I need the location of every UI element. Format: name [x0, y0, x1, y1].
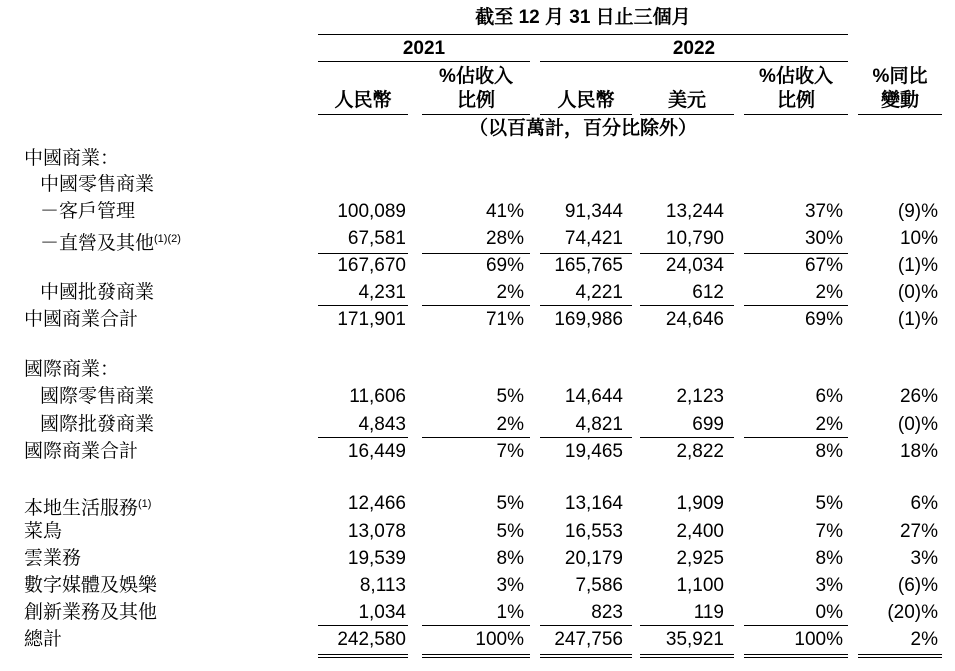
period-header: 截至 12 月 31 日止三個月 [475, 7, 691, 28]
subtotal-rule [744, 253, 848, 254]
rmb-2022-cell: 91,344 [564, 201, 623, 222]
units-note: （以百萬計，百分比除外） [468, 118, 697, 139]
col-rule [318, 114, 408, 115]
rmb-2022-cell: 14,644 [564, 386, 623, 407]
col-rule [422, 114, 530, 115]
col-rule [540, 114, 632, 115]
pct-2022-cell: 100% [794, 629, 843, 650]
yoy-cell: (1)% [897, 309, 938, 330]
yoy-cell: 6% [910, 493, 938, 514]
pct-2022-cell: 69% [804, 309, 843, 330]
total-double-rule [640, 654, 734, 658]
total-double-rule [858, 654, 942, 658]
col-yoy-l1: %同比 [872, 66, 928, 87]
usd-2022-cell: 2,400 [676, 521, 724, 542]
row-label: 總計 [24, 629, 63, 650]
row-label: －直營及其他$^{(1)(2)}$ [40, 233, 181, 254]
rmb-2022-cell: 247,756 [554, 629, 623, 650]
row-label: 創新業務及其他 [24, 602, 158, 623]
usd-2022-cell: 10,790 [665, 228, 724, 249]
header-rule [318, 34, 848, 35]
rmb-2022-cell: 4,221 [575, 282, 623, 303]
year-2021-header: 2021 [402, 38, 446, 59]
col-rule [858, 114, 942, 115]
footnote-ref: (1)(2) [154, 233, 181, 245]
rmb-2022-cell: 13,164 [564, 493, 623, 514]
pct-2022-cell: 37% [804, 201, 843, 222]
pct-2021-cell: 100% [475, 629, 524, 650]
total-rule [422, 625, 530, 626]
rmb-2021-cell: 12,466 [347, 493, 406, 514]
yoy-cell: (1)% [897, 255, 938, 276]
yoy-cell: (20)% [887, 602, 938, 623]
col-pct-2022-l1: %佔收入 [759, 66, 833, 87]
usd-2022-cell: 2,925 [676, 548, 724, 569]
pct-2021-cell: 7% [496, 441, 524, 462]
pct-2021-cell: 3% [496, 575, 524, 596]
rmb-2021-cell: 67,581 [347, 228, 406, 249]
subtotal-rule [640, 305, 734, 306]
rmb-2022-cell: 16,553 [564, 521, 623, 542]
pct-2021-cell: 8% [496, 548, 524, 569]
yoy-cell: (0)% [897, 414, 938, 435]
usd-2022-cell: 1,909 [676, 493, 724, 514]
total-rule [744, 625, 848, 626]
rmb-2022-cell: 823 [591, 602, 623, 623]
total-double-rule [422, 654, 530, 658]
col-yoy-l2: 變動 [880, 90, 919, 111]
row-label: 本地生活服務$^{(1)}$ [24, 498, 152, 519]
year-2021-rule [318, 61, 530, 62]
subtotal-rule [318, 305, 408, 306]
rmb-2022-cell: 4,821 [575, 414, 623, 435]
rmb-2021-cell: 16,449 [347, 441, 406, 462]
yoy-cell: 10% [899, 228, 938, 249]
rmb-2021-cell: 4,231 [358, 282, 406, 303]
usd-2022-cell: 24,646 [665, 309, 724, 330]
rmb-2021-cell: 19,539 [347, 548, 406, 569]
pct-2022-cell: 2% [815, 414, 843, 435]
subtotal-rule [540, 437, 632, 438]
usd-2022-cell: 35,921 [665, 629, 724, 650]
rmb-2021-cell: 8,113 [359, 575, 406, 596]
col-pct-2021-l2: 比例 [456, 90, 495, 111]
yoy-cell: 26% [899, 386, 938, 407]
total-double-rule [540, 654, 632, 658]
row-label: 國際商業合計 [24, 441, 139, 462]
yoy-cell: 3% [910, 548, 938, 569]
pct-2022-cell: 30% [804, 228, 843, 249]
rmb-2021-cell: 4,843 [358, 414, 406, 435]
year-2022-rule [540, 61, 848, 62]
col-rmb-2021: 人民幣 [334, 90, 392, 111]
subtotal-rule [640, 253, 734, 254]
rmb-2021-cell: 171,901 [337, 309, 406, 330]
row-label: 中國商業合計 [24, 309, 139, 330]
usd-2022-cell: 1,100 [676, 575, 724, 596]
row-label: 中國商業： [24, 148, 120, 169]
subtotal-rule [540, 305, 632, 306]
row-label: 中國批發商業 [40, 282, 155, 303]
usd-2022-cell: 699 [692, 414, 724, 435]
rmb-2022-cell: 19,465 [564, 441, 623, 462]
col-rule [744, 114, 848, 115]
row-label: 中國零售商業 [40, 174, 155, 195]
pct-2021-cell: 5% [496, 521, 524, 542]
usd-2022-cell: 2,822 [676, 441, 724, 462]
pct-2022-cell: 3% [815, 575, 843, 596]
footnote-ref: (1) [138, 498, 152, 510]
yoy-cell: 2% [910, 629, 938, 650]
rmb-2022-cell: 169,986 [554, 309, 623, 330]
subtotal-rule [318, 253, 408, 254]
pct-2021-cell: 41% [485, 201, 524, 222]
row-label: －客戶管理 [40, 201, 136, 222]
rmb-2021-cell: 100,089 [337, 201, 406, 222]
subtotal-rule [318, 437, 408, 438]
col-pct-2021-l1: %佔收入 [439, 66, 513, 87]
pct-2021-cell: 71% [485, 309, 524, 330]
rmb-2022-cell: 165,765 [554, 255, 623, 276]
rmb-2021-cell: 242,580 [337, 629, 406, 650]
col-rmb-2022: 人民幣 [557, 90, 615, 111]
rmb-2022-cell: 20,179 [564, 548, 623, 569]
pct-2022-cell: 8% [815, 441, 843, 462]
row-label: 國際批發商業 [40, 414, 155, 435]
pct-2021-cell: 2% [496, 414, 524, 435]
pct-2022-cell: 7% [815, 521, 843, 542]
yoy-cell: (9)% [897, 201, 938, 222]
subtotal-rule [422, 437, 530, 438]
total-rule [540, 625, 632, 626]
row-label: 菜鳥 [24, 521, 63, 542]
pct-2022-cell: 6% [815, 386, 843, 407]
col-rule [640, 114, 734, 115]
subtotal-rule [744, 305, 848, 306]
pct-2022-cell: 67% [804, 255, 843, 276]
subtotal-rule [640, 437, 734, 438]
total-rule [318, 625, 408, 626]
subtotal-rule [422, 305, 530, 306]
usd-2022-cell: 13,244 [665, 201, 724, 222]
pct-2022-cell: 2% [815, 282, 843, 303]
pct-2021-cell: 28% [485, 228, 524, 249]
rmb-2021-cell: 11,606 [349, 386, 406, 407]
pct-2021-cell: 5% [496, 386, 524, 407]
row-label: 國際零售商業 [40, 386, 155, 407]
usd-2022-cell: 2,123 [676, 386, 724, 407]
usd-2022-cell: 612 [692, 282, 724, 303]
pct-2022-cell: 5% [815, 493, 843, 514]
yoy-cell: (0)% [897, 282, 938, 303]
subtotal-rule [744, 437, 848, 438]
rmb-2022-cell: 74,421 [564, 228, 623, 249]
total-double-rule [318, 654, 408, 658]
yoy-cell: (6)% [897, 575, 938, 596]
row-label: 數字媒體及娛樂 [24, 575, 158, 596]
row-label: 國際商業： [24, 359, 120, 380]
pct-2021-cell: 1% [496, 602, 524, 623]
subtotal-rule [540, 253, 632, 254]
pct-2022-cell: 8% [815, 548, 843, 569]
yoy-cell: 27% [899, 521, 938, 542]
col-usd-2022: 美元 [667, 90, 706, 111]
rmb-2021-cell: 13,078 [347, 521, 406, 542]
total-rule [640, 625, 734, 626]
usd-2022-cell: 24,034 [665, 255, 724, 276]
row-label: 雲業務 [24, 548, 82, 569]
yoy-cell: 18% [899, 441, 938, 462]
rmb-2021-cell: 1,034 [358, 602, 406, 623]
pct-2021-cell: 2% [496, 282, 524, 303]
pct-2021-cell: 5% [496, 493, 524, 514]
subtotal-rule [422, 253, 530, 254]
pct-2022-cell: 0% [815, 602, 843, 623]
total-double-rule [744, 654, 848, 658]
year-2022-header: 2022 [672, 38, 716, 59]
col-pct-2022-l2: 比例 [776, 90, 815, 111]
rmb-2021-cell: 167,670 [337, 255, 406, 276]
usd-2022-cell: 119 [693, 602, 724, 623]
pct-2021-cell: 69% [485, 255, 524, 276]
rmb-2022-cell: 7,586 [575, 575, 623, 596]
